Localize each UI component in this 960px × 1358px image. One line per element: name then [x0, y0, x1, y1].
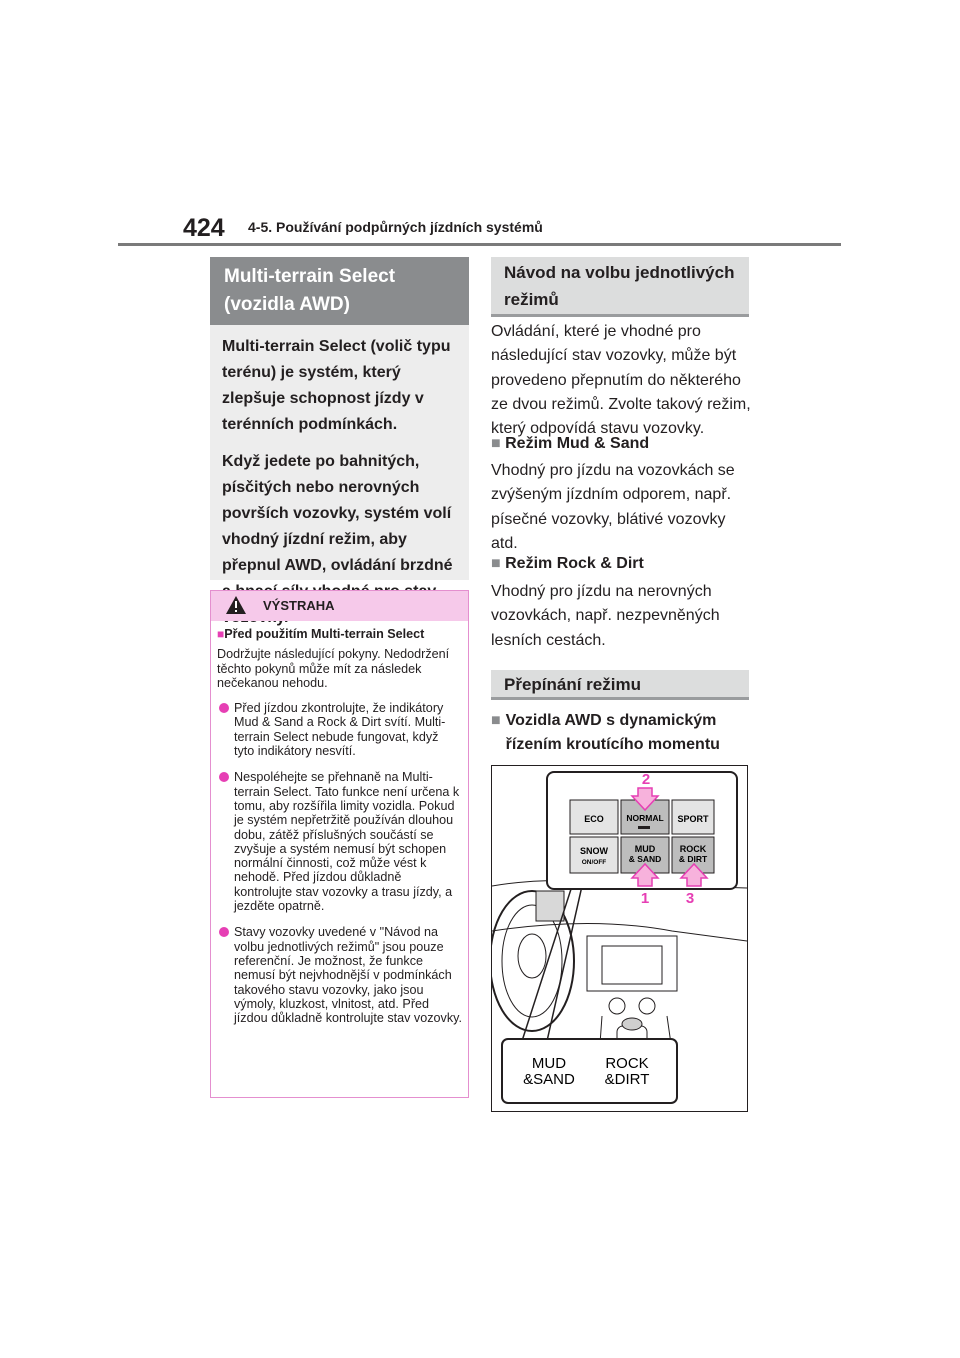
warning-bullet [217, 925, 462, 1025]
callout-3: 3 [685, 890, 695, 907]
normal-label: NORMAL [626, 813, 664, 823]
section-title: 4-5. Používání podpůrných jízdních systémů [248, 219, 543, 235]
warning-intro: Dodržujte následující pokyny. Nedodržení těchto pokynů může mít za následek nečekanou nehodu. [217, 647, 450, 690]
rock-dirt-paragraph: Vhodný pro jízdu na nerovných vozovkách, např. nezpevněných lesních cestách. [491, 583, 720, 649]
warning-header [211, 591, 468, 621]
mud-sand-paragraph: Vhodný pro jízdu na vozovkách se zvýšeným jízdním odporem, např. písečné vozovky, blátivé vozovky atd. [491, 462, 735, 552]
bullet-dot-icon [219, 772, 229, 782]
inset-mud-line1: MUD [531, 1055, 567, 1072]
mud-sand-heading-text: Režim Mud & Sand [505, 435, 650, 452]
warning-triangle-icon [225, 595, 247, 615]
awd-heading-text: Vozidla AWD s dynamickým řízením kroutícího momentu [505, 712, 720, 753]
bullet-dot-icon [219, 927, 229, 937]
mode-switch-illustration [491, 765, 748, 1112]
warning-bullet-text: Stavy vozovky uvedené v "Návod na volbu jednotlivých režimů" jsou pouze referenční. Je možnost, že funkce nemusí být nejvhodnější v podmínkách takového stavu vozovky, jako jsou výmoly, kluzkost, vlnitost, atd. Před jízdou důkladně kontrolujte stav vozovky. [234, 925, 462, 1026]
square-bullet-icon: ■ [491, 435, 501, 452]
mud-sand-heading [491, 435, 649, 453]
square-bullet-icon: ■ [217, 627, 225, 641]
header-divider [118, 243, 841, 246]
square-bullet-icon: ■ [491, 555, 501, 572]
section-heading-mode-guide [491, 257, 749, 314]
square-bullet-icon: ■ [491, 712, 501, 729]
mode-guide-heading-text: Návod na volbu jednotlivých režimů [504, 263, 735, 309]
intro-paragraph-1: Multi-terrain Select (volič typu terénu) je systém, který zlepšuje schopnost jízdy v terénních podmínkách. [222, 338, 451, 433]
awd-heading [491, 709, 756, 757]
inset-rock-line1: ROCK [605, 1055, 649, 1072]
rock-label-line1: ROCK [679, 844, 707, 854]
rock-label-line2: & DIRT [678, 854, 708, 864]
dashboard-drawing [492, 766, 747, 1111]
warning-bullet-text: Nespoléhejte se přehnaně na Multi-terrain Select. Tato funkce není určena k tomu, aby rozšířila limity vozidla. Pokud je systém nepřetržitě používán dlouhou dobu, zátěž příslušných součástí se zvyšuje a systém nemusí být schopen normální činnosti, což může vést k nehodě. Před jízdou důkladně kontrolujte stav vozovky a trasu jízdy, a jezděte opatrně. [234, 770, 460, 914]
rock-dirt-heading-text: Režim Rock & Dirt [505, 555, 644, 572]
bullet-dot-icon [219, 703, 229, 713]
warning-subhead [217, 627, 462, 641]
warning-bullet-text: Před jízdou zkontrolujte, že indikátory Mud & Sand a Rock & Dirt svítí. Multi-terrain Select nebude fungovat, když tyto indikátory nesvítí. [234, 701, 446, 759]
section-heading-multi-terrain: Multi-terrain Select (vozidla AWD) [210, 257, 469, 325]
warning-box [210, 590, 469, 1098]
mud-label-line1: MUD [634, 844, 656, 854]
section-heading-mode-switch: Přepínání režimu [491, 670, 749, 700]
intro-paragraph-2: Když jedete po bahnitých, písčitých nebo nerovných površích vozovky, systém volí vhodný jízdní režim, aby přepnul AWD, ovládání brzdné [222, 453, 453, 574]
eco-label: ECO [584, 814, 604, 824]
mode-guide-paragraph: Ovládání, které je vhodné pro následující stav vozovky, může být provedeno přepnutím do některého ze dvou režimů. Zvolte takový režim, který odpovídá stavu vozovky. [491, 323, 751, 438]
warning-bullet [217, 770, 462, 913]
snow-label: SNOW [580, 846, 608, 856]
page-number: 424 [183, 214, 225, 242]
inset-rock-line2: &DIRT [604, 1071, 650, 1088]
intro-box [210, 325, 469, 580]
sport-label: SPORT [677, 814, 709, 824]
snow-sub-label: ON/OFF [581, 859, 607, 866]
warning-bullet [217, 701, 462, 758]
callout-1: 1 [640, 890, 650, 907]
steering-wheel-icon [492, 891, 574, 1031]
mud-label-line2: & SAND [628, 854, 662, 864]
rock-dirt-heading [491, 555, 644, 573]
callout-2: 2 [641, 771, 651, 788]
warning-subhead-text: Před použitím Multi-terrain Select [224, 627, 425, 641]
inset-mud-line2: &SAND [523, 1071, 575, 1088]
warning-title: VÝSTRAHA [263, 598, 335, 613]
